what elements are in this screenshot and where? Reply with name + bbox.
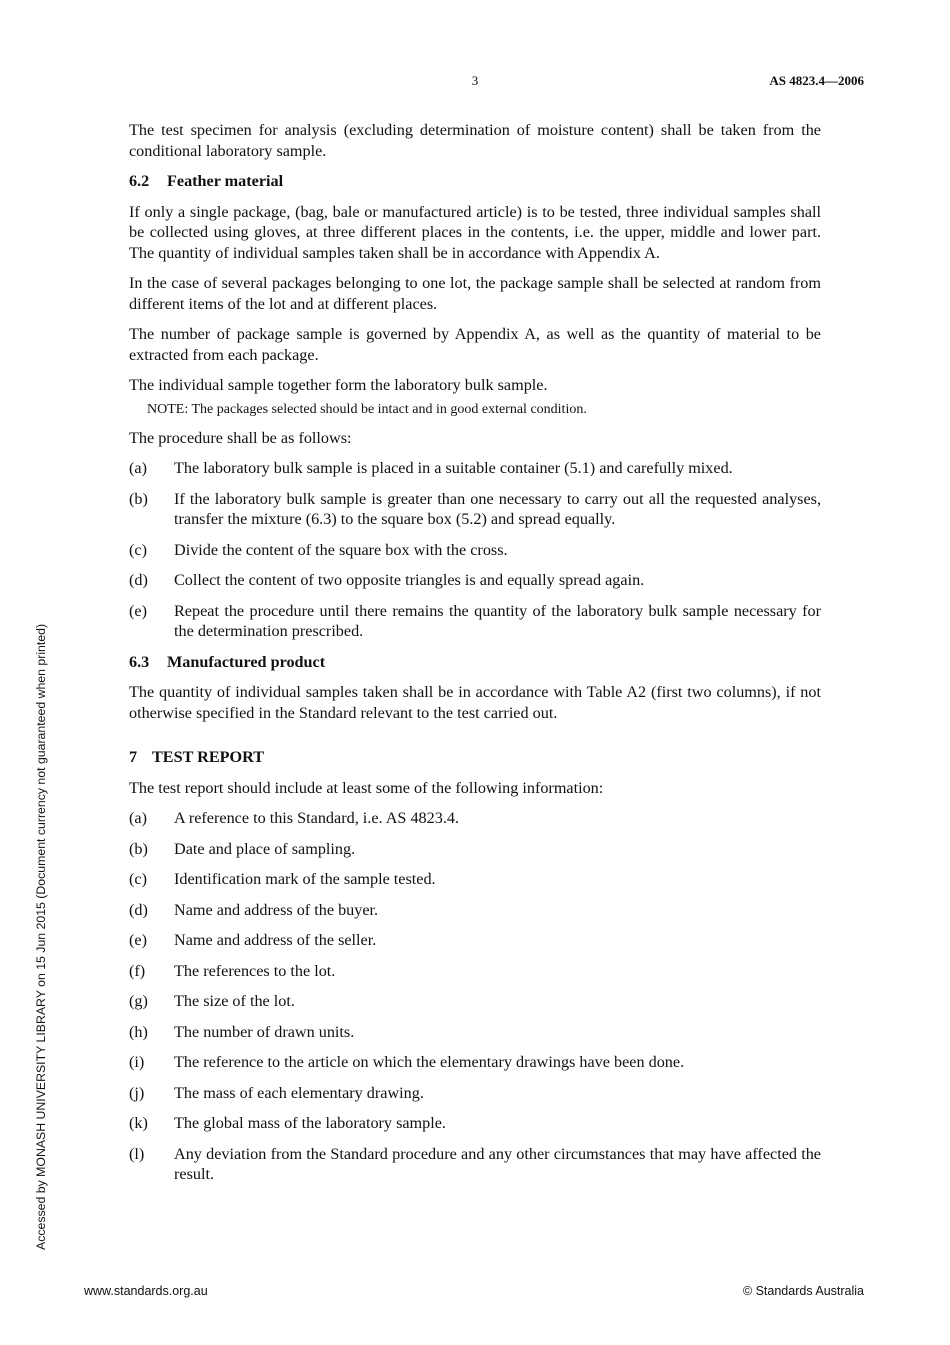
- list-item: [129, 489, 821, 530]
- intro-paragraph: The test specimen for analysis (excluding determination of moisture content) shall be taken from the conditional laboratory sample.: [129, 121, 821, 160]
- item-text: Collect the content of two opposite triangles is and equally spread again.: [174, 571, 645, 589]
- item-text: Date and place of sampling.: [174, 839, 356, 858]
- item-label: (e): [129, 931, 147, 949]
- item-label: (i): [129, 1053, 145, 1071]
- item-label: (l): [129, 1144, 145, 1163]
- item-text: Identification mark of the sample tested.: [174, 870, 436, 888]
- item-label: (g): [129, 992, 148, 1010]
- item-text: The number of drawn units.: [174, 1022, 355, 1041]
- item-label: (a): [129, 809, 147, 827]
- section-6-2-heading: [129, 171, 821, 192]
- section-6-3-heading: [129, 652, 821, 673]
- section-title: Feather material: [167, 172, 284, 190]
- item-text: The laboratory bulk sample is placed in a suitable container (5.1) and carefully mixed.: [174, 459, 733, 477]
- section-title: TEST REPORT: [152, 748, 265, 766]
- item-text: Name and address of the buyer.: [174, 900, 379, 919]
- item-label: (a): [129, 459, 147, 477]
- test-report-intro: The test report should include at least some of the following information:: [129, 778, 604, 797]
- paragraph: The number of package sample is governed by Appendix A, as well as the quantity of material to be extracted from each package.: [129, 325, 821, 364]
- footer-website-link[interactable]: www.standards.org.au: [84, 1284, 208, 1298]
- list-item: [129, 1022, 821, 1043]
- section-number: 6.3: [129, 652, 150, 671]
- section-title: Manufactured product: [167, 652, 326, 671]
- item-label: (k): [129, 1114, 148, 1132]
- item-label: (b): [129, 489, 148, 508]
- item-label: (f): [129, 961, 146, 980]
- section-7-heading: [129, 747, 821, 768]
- page-number: 3: [471, 73, 479, 88]
- item-text: Any deviation from the Standard procedure and any other circumstances that may have affected the result.: [174, 1144, 821, 1183]
- item-text: The mass of each elementary drawing.: [174, 1083, 424, 1102]
- item-text: Repeat the procedure until there remains the quantity of the laboratory bulk sample necessary for the determination prescribed.: [174, 601, 821, 640]
- item-text: The reference to the article on which the elementary drawings have been done.: [174, 1053, 685, 1071]
- item-label: (e): [129, 601, 147, 620]
- item-label: (b): [129, 839, 148, 858]
- paragraph: The individual sample together form the laboratory bulk sample.: [129, 376, 548, 394]
- item-label: (d): [129, 571, 148, 589]
- procedure-list: [129, 458, 821, 642]
- item-text: The global mass of the laboratory sample.: [174, 1114, 446, 1132]
- note: NOTE: The packages selected should be intact and in good external condition.: [147, 401, 587, 417]
- item-label: (d): [129, 900, 148, 919]
- item-label: (c): [129, 540, 147, 559]
- list-item: [129, 930, 821, 951]
- item-text: The size of the lot.: [174, 992, 295, 1010]
- list-item: [129, 839, 821, 860]
- item-text: Name and address of the seller.: [174, 931, 377, 949]
- list-item: [129, 601, 821, 642]
- item-label: (c): [129, 870, 147, 888]
- list-item: [129, 1144, 821, 1185]
- paragraph: The quantity of individual samples taken shall be in accordance with Table A2 (first two columns), if not otherwise specified in the Standard relevant to the test carried out.: [129, 683, 821, 722]
- procedure-intro: The procedure shall be as follows:: [129, 428, 352, 447]
- list-item: [129, 1113, 821, 1134]
- list-item: [129, 570, 821, 591]
- list-item: [129, 1052, 821, 1073]
- list-item: [129, 900, 821, 921]
- item-text: A reference to this Standard, i.e. AS 4823.4.: [174, 809, 460, 827]
- document-id: AS 4823.4—2006: [769, 73, 864, 88]
- list-item: [129, 458, 821, 479]
- item-text: If the laboratory bulk sample is greater than one necessary to carry out all the requested analyses, transfer the mixture (6.3) to the square box (5.2) and spread equally.: [174, 489, 821, 528]
- section-number: 7: [129, 748, 138, 766]
- item-text: The references to the lot.: [174, 961, 336, 980]
- item-label: (j): [129, 1083, 145, 1102]
- document-body: [129, 120, 821, 1195]
- list-item: [129, 869, 821, 890]
- footer-copyright: © Standards Australia: [742, 1284, 864, 1298]
- list-item: [129, 540, 821, 561]
- list-item: [129, 1083, 821, 1104]
- section-number: 6.2: [129, 172, 150, 190]
- list-item: [129, 991, 821, 1012]
- paragraph: If only a single package, (bag, bale or manufactured article) is to be tested, three individual samples shall be collected using gloves, at three different places in the contents, i.e. the upper, middle and lower part. The quantity of individual samples taken shall be in accordance with Appendix A.: [129, 202, 821, 262]
- list-item: [129, 961, 821, 982]
- item-text: Divide the content of the square box with the cross.: [174, 540, 508, 559]
- access-watermark: Accessed by MONASH UNIVERSITY LIBRARY on 15 Jun 2015 (Document currency not guaranteed when printed): [34, 623, 48, 1250]
- item-label: (h): [129, 1022, 148, 1041]
- list-item: [129, 808, 821, 829]
- test-report-list: [129, 808, 821, 1185]
- paragraph: In the case of several packages belonging to one lot, the package sample shall be selected at random from different items of the lot and at different places.: [129, 274, 821, 313]
